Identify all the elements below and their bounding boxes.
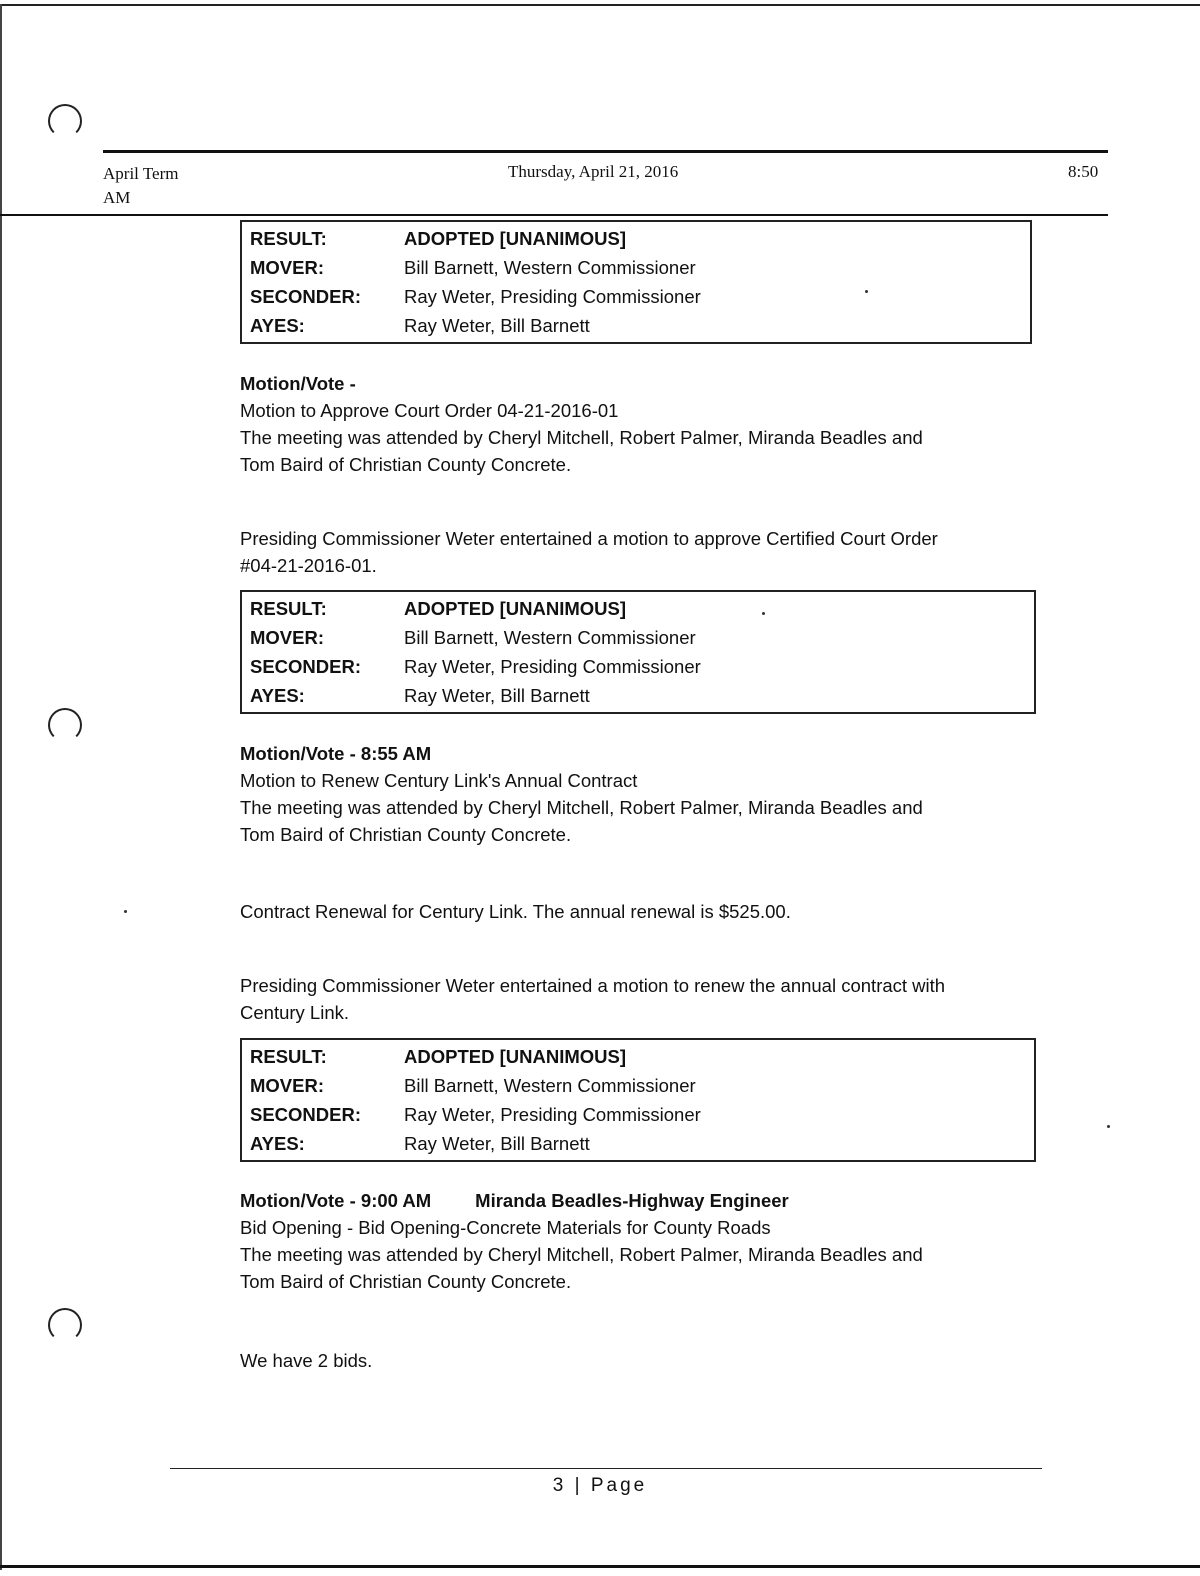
ayes-value: Ray Weter, Bill Barnett: [404, 1132, 590, 1154]
header-time: 8:50: [1068, 162, 1099, 181]
section-1-motion: [240, 370, 1040, 478]
section-2-para-b: Century Link.: [240, 1002, 349, 1023]
section-3-bids-text: We have 2 bids.: [240, 1350, 373, 1371]
mover-label: MOVER:: [250, 1074, 324, 1096]
section-3-motion: [240, 1187, 1040, 1295]
section-2-paragraph: [240, 972, 1040, 1026]
punch-hole-bottom: [48, 1308, 82, 1342]
vote-row-result: [250, 1042, 1034, 1071]
vote-row-ayes: [250, 1129, 1034, 1158]
mover-label: MOVER:: [250, 256, 324, 278]
punch-hole-top: [48, 104, 82, 138]
mover-label: MOVER:: [250, 626, 324, 648]
header-session: AM: [103, 188, 131, 207]
section-1-para-b: #04-21-2016-01.: [240, 555, 377, 576]
ayes-label: AYES:: [250, 684, 305, 706]
section-2-renewal: [240, 898, 1040, 925]
mover-value: Bill Barnett, Western Commissioner: [404, 256, 696, 278]
vote-row-mover: [250, 1071, 1034, 1100]
header-term: April Term: [103, 164, 179, 183]
seconder-label: SECONDER:: [250, 1103, 362, 1125]
section-1-line3: Tom Baird of Christian County Concrete.: [240, 454, 572, 475]
mover-value: Bill Barnett, Western Commissioner: [404, 1074, 696, 1096]
page-number: 3 | Page: [552, 1475, 648, 1496]
scan-speck: [1107, 1125, 1110, 1128]
result-value: ADOPTED [UNANIMOUS]: [404, 1045, 626, 1067]
page-border-bottom: [0, 1565, 1200, 1568]
page-border-left: [0, 4, 2, 1570]
result-value: ADOPTED [UNANIMOUS]: [404, 597, 626, 619]
result-label: RESULT:: [250, 227, 327, 249]
vote-table-1: [240, 220, 1032, 344]
section-3-heading: Motion/Vote - 9:00 AM: [240, 1190, 432, 1211]
ayes-value: Ray Weter, Bill Barnett: [404, 314, 590, 336]
vote-row-ayes: [250, 681, 1034, 710]
ayes-value: Ray Weter, Bill Barnett: [404, 684, 590, 706]
seconder-value: Ray Weter, Presiding Commissioner: [404, 655, 701, 677]
seconder-label: SECONDER:: [250, 285, 362, 307]
section-3-line3: Tom Baird of Christian County Concrete.: [240, 1271, 572, 1292]
page-border-top: [0, 4, 1200, 6]
seconder-value: Ray Weter, Presiding Commissioner: [404, 1103, 701, 1125]
section-1-line1: Motion to Approve Court Order 04-21-2016-01: [240, 400, 619, 421]
punch-hole-middle: [48, 708, 82, 742]
result-label: RESULT:: [250, 597, 327, 619]
vote-row-result: [250, 594, 1034, 623]
section-3-line2: The meeting was attended by Cheryl Mitchell, Robert Palmer, Miranda Beadles and: [240, 1244, 923, 1265]
footer-rule: [170, 1468, 1042, 1469]
vote-row-result: [250, 224, 1030, 253]
section-1-line2: The meeting was attended by Cheryl Mitchell, Robert Palmer, Miranda Beadles and: [240, 427, 923, 448]
section-2-motion: [240, 740, 1040, 848]
section-3-heading-line: [240, 1187, 1040, 1214]
section-3-bids: [240, 1347, 1040, 1374]
section-2-line1: Motion to Renew Century Link's Annual Contract: [240, 770, 638, 791]
section-3-line1: Bid Opening - Bid Opening-Concrete Materials for County Roads: [240, 1217, 771, 1238]
vote-row-mover: [250, 253, 1030, 282]
scan-speck: [865, 290, 868, 293]
section-1-para-a: Presiding Commissioner Weter entertained a motion to approve Certified Court Order: [240, 528, 938, 549]
section-3-heading-extra: Miranda Beadles-Highway Engineer: [475, 1190, 789, 1211]
section-1-paragraph: [240, 525, 1040, 579]
vote-table-3: [240, 1038, 1036, 1162]
vote-row-mover: [250, 623, 1034, 652]
result-label: RESULT:: [250, 1045, 327, 1067]
section-2-line3: Tom Baird of Christian County Concrete.: [240, 824, 572, 845]
ayes-label: AYES:: [250, 314, 305, 336]
section-2-renewal-text: Contract Renewal for Century Link. The annual renewal is $525.00.: [240, 901, 791, 922]
vote-row-seconder: [250, 652, 1034, 681]
header-rule-bottom: [0, 214, 1108, 216]
mover-value: Bill Barnett, Western Commissioner: [404, 626, 696, 648]
section-1-heading: Motion/Vote -: [240, 373, 356, 394]
ayes-label: AYES:: [250, 1132, 305, 1154]
vote-row-ayes: [250, 311, 1030, 340]
seconder-value: Ray Weter, Presiding Commissioner: [404, 285, 701, 307]
result-value: ADOPTED [UNANIMOUS]: [404, 227, 626, 249]
header-date: Thursday, April 21, 2016: [508, 162, 679, 181]
vote-row-seconder: [250, 282, 1030, 311]
scan-speck: [124, 910, 127, 913]
section-2-para-a: Presiding Commissioner Weter entertained a motion to renew the annual contract with: [240, 975, 946, 996]
vote-table-2: [240, 590, 1036, 714]
header-rule-top: [103, 150, 1108, 153]
vote-row-seconder: [250, 1100, 1034, 1129]
section-2-line2: The meeting was attended by Cheryl Mitchell, Robert Palmer, Miranda Beadles and: [240, 797, 923, 818]
seconder-label: SECONDER:: [250, 655, 362, 677]
scan-speck: [762, 612, 765, 615]
section-2-heading: Motion/Vote - 8:55 AM: [240, 743, 432, 764]
